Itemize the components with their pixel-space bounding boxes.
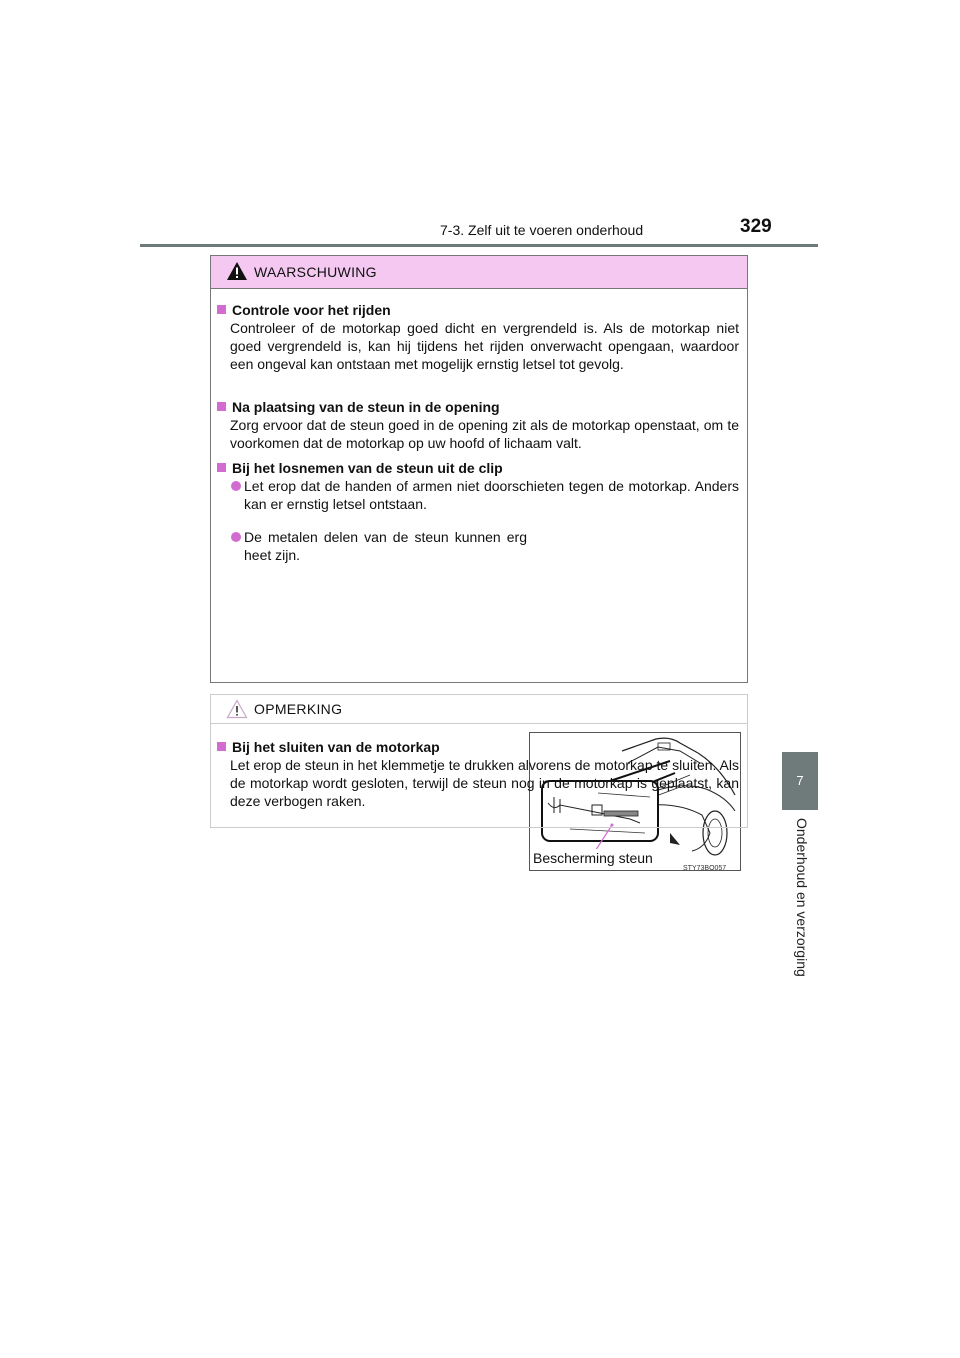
warning-triangle-icon [226, 261, 248, 281]
section-title: Controle voor het rijden [217, 301, 739, 319]
section-title: Bij het losnemen van de steun uit de clip [217, 459, 739, 477]
square-bullet-icon [217, 305, 226, 314]
section-heading: 7-3. Zelf uit te voeren onderhoud [440, 222, 644, 238]
section-body: Let erop de steun in het klemmetje te drukken alvorens de motorkap te sluiten. Als de motorkap wordt gesloten, terwijl de steun nog in de motorkap is geplaatst, kan deze verbogen raken. [230, 757, 739, 809]
warning-header [211, 256, 747, 289]
figure-caption: Bescherming steun [533, 850, 653, 866]
note-title: OPMERKING [254, 701, 343, 717]
figure-code: STY73BO057 [683, 865, 727, 872]
round-bullet-icon [231, 532, 241, 542]
square-bullet-icon [217, 463, 226, 472]
warning-title: WAARSCHUWING [254, 264, 377, 280]
warning-section-1 [217, 301, 739, 373]
square-bullet-icon [217, 742, 226, 751]
page-number: 329 [740, 216, 772, 237]
round-bullet-icon [231, 481, 241, 491]
note-header [211, 695, 747, 724]
note-section-1 [217, 738, 739, 810]
square-bullet-icon [217, 402, 226, 411]
section-title: Bij het sluiten van de motorkap [217, 738, 739, 756]
note-box [210, 694, 748, 828]
section-body: Controleer of de motorkap goed dicht en vergrendeld is. Als de motorkap niet goed vergrendeld is, kan hij tijdens het rijden onverwacht opengaan, waardoor een ongeval kan ontstaan met mogelijk ernstig letsel tot gevolg. [230, 320, 739, 372]
chapter-label: Onderhoud en verzorging [794, 818, 810, 977]
warning-section-2 [217, 398, 739, 452]
section-body: Zorg ervoor dat de steun goed in de opening zit als de motorkap openstaat, om te voorkomen dat de motorkap op uw hoofd of lichaam valt. [230, 417, 739, 451]
list-item: De metalen delen van de steun kunnen erg heet zijn. [217, 528, 527, 564]
chapter-tab: 7 [782, 752, 818, 810]
list-item: Let erop dat de handen of armen niet doorschieten tegen de motorkap. Anders kan er ernstig letsel ontstaan. [217, 477, 739, 513]
header-divider [140, 244, 818, 247]
section-title: Na plaatsing van de steun in de opening [217, 398, 739, 416]
note-triangle-icon [226, 699, 248, 719]
